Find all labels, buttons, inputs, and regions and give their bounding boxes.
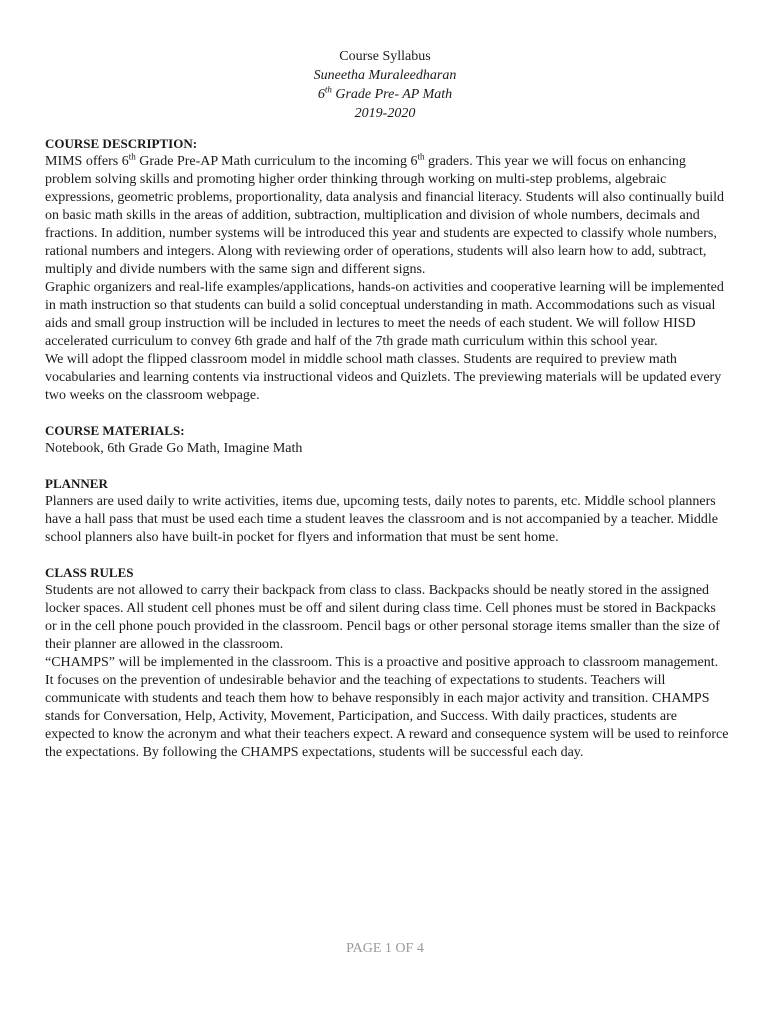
planner-section bbox=[45, 475, 730, 547]
syllabus-header bbox=[0, 47, 770, 123]
planner-text: Planners are used daily to write activities, items due, upcoming tests, daily notes to parents, etc. Middle school planners have a hall pass that must be used each time a student leaves the classroom and is not accompanied by a teacher. Middle school planners also have built-in pocket for flyers and information that must be sent home. bbox=[45, 494, 718, 545]
course-description-paragraph-2: Graphic organizers and real-life examples/applications, hands-on activities and cooperative learning will be implemented in math instruction so that students can build a solid conceptual understanding in math. Accommodations such as visual aids and small group instruction will be included in lectures to meet the needs of each student. We will follow HISD accelerated curriculum to convey 6th grade and half of the 7th grade math curriculum within this school year. bbox=[45, 280, 724, 349]
syllabus-body bbox=[45, 135, 730, 762]
course-name: 6th Grade Pre- AP Math bbox=[317, 84, 453, 102]
section-heading-course-materials: COURSE MATERIALS: bbox=[45, 423, 185, 438]
section-heading-course-description: COURSE DESCRIPTION: bbox=[45, 136, 198, 151]
class-rules-paragraph-2: “CHAMPS” will be implemented in the classroom. This is a proactive and positive approach to classroom management. It focuses on the prevention of undesirable behavior and the teaching of expectations to students. Teachers will communicate with students and teach them how to behave responsibly in each major activity and transition. CHAMPS stands for Conversation, Help, Activity, Movement, Participation, and Success. With daily practices, students are expected to know the acronym and what their teachers expect. A reward and consequence system will be used to reinforce the expectations. By following the CHAMPS expectations, students will be successful each day. bbox=[45, 655, 729, 760]
class-rules-paragraph-1: Students are not allowed to carry their backpack from class to class. Backpacks should be neatly stored in the assigned locker spaces. All student cell phones must be off and silent during class time. Cell phones must be stored in Backpacks or in the cell phone pouch provided in the classroom. Pencil bags or other personal storage items smaller than the size of their planner are allowed in the classroom. bbox=[45, 583, 720, 652]
teacher-name: Suneetha Muraleedharan bbox=[313, 68, 457, 83]
course-materials-text: Notebook, 6th Grade Go Math, Imagine Math bbox=[45, 441, 303, 456]
course-description-section bbox=[45, 135, 730, 405]
section-heading-class-rules: CLASS RULES bbox=[45, 565, 134, 580]
document-title: Course Syllabus bbox=[339, 49, 431, 64]
class-rules-section bbox=[45, 564, 730, 762]
course-materials-section bbox=[45, 422, 730, 458]
course-description-paragraph-1: MIMS offers 6th Grade Pre-AP Math curriculum to the incoming 6th graders. This year we will focus on enhancing problem solving skills and promoting higher order thinking through working on multi-step problems, algebraic expressions, geometric problems, proportionality, data analysis and financial literacy. Students will also continually build on basic math skills in the areas of addition, subtraction, multiplication and division of whole numbers, decimals and fractions. In addition, number systems will be introduced this year and students are expected to classify whole numbers, rational numbers and integers. Along with reviewing order of operations, students will also learn how to add, subtract, multiply and divide numbers with the same sign and different signs. bbox=[45, 151, 724, 277]
school-year: 2019-2020 bbox=[354, 106, 416, 121]
page-number: PAGE 1 OF 4 bbox=[346, 941, 424, 956]
course-description-paragraph-3: We will adopt the flipped classroom model in middle school math classes. Students are required to preview math vocabularies and learning contents via instructional videos and Quizlets. The previewing materials will be updated every two weeks on the classroom webpage. bbox=[45, 352, 722, 403]
section-heading-planner: PLANNER bbox=[45, 476, 108, 491]
